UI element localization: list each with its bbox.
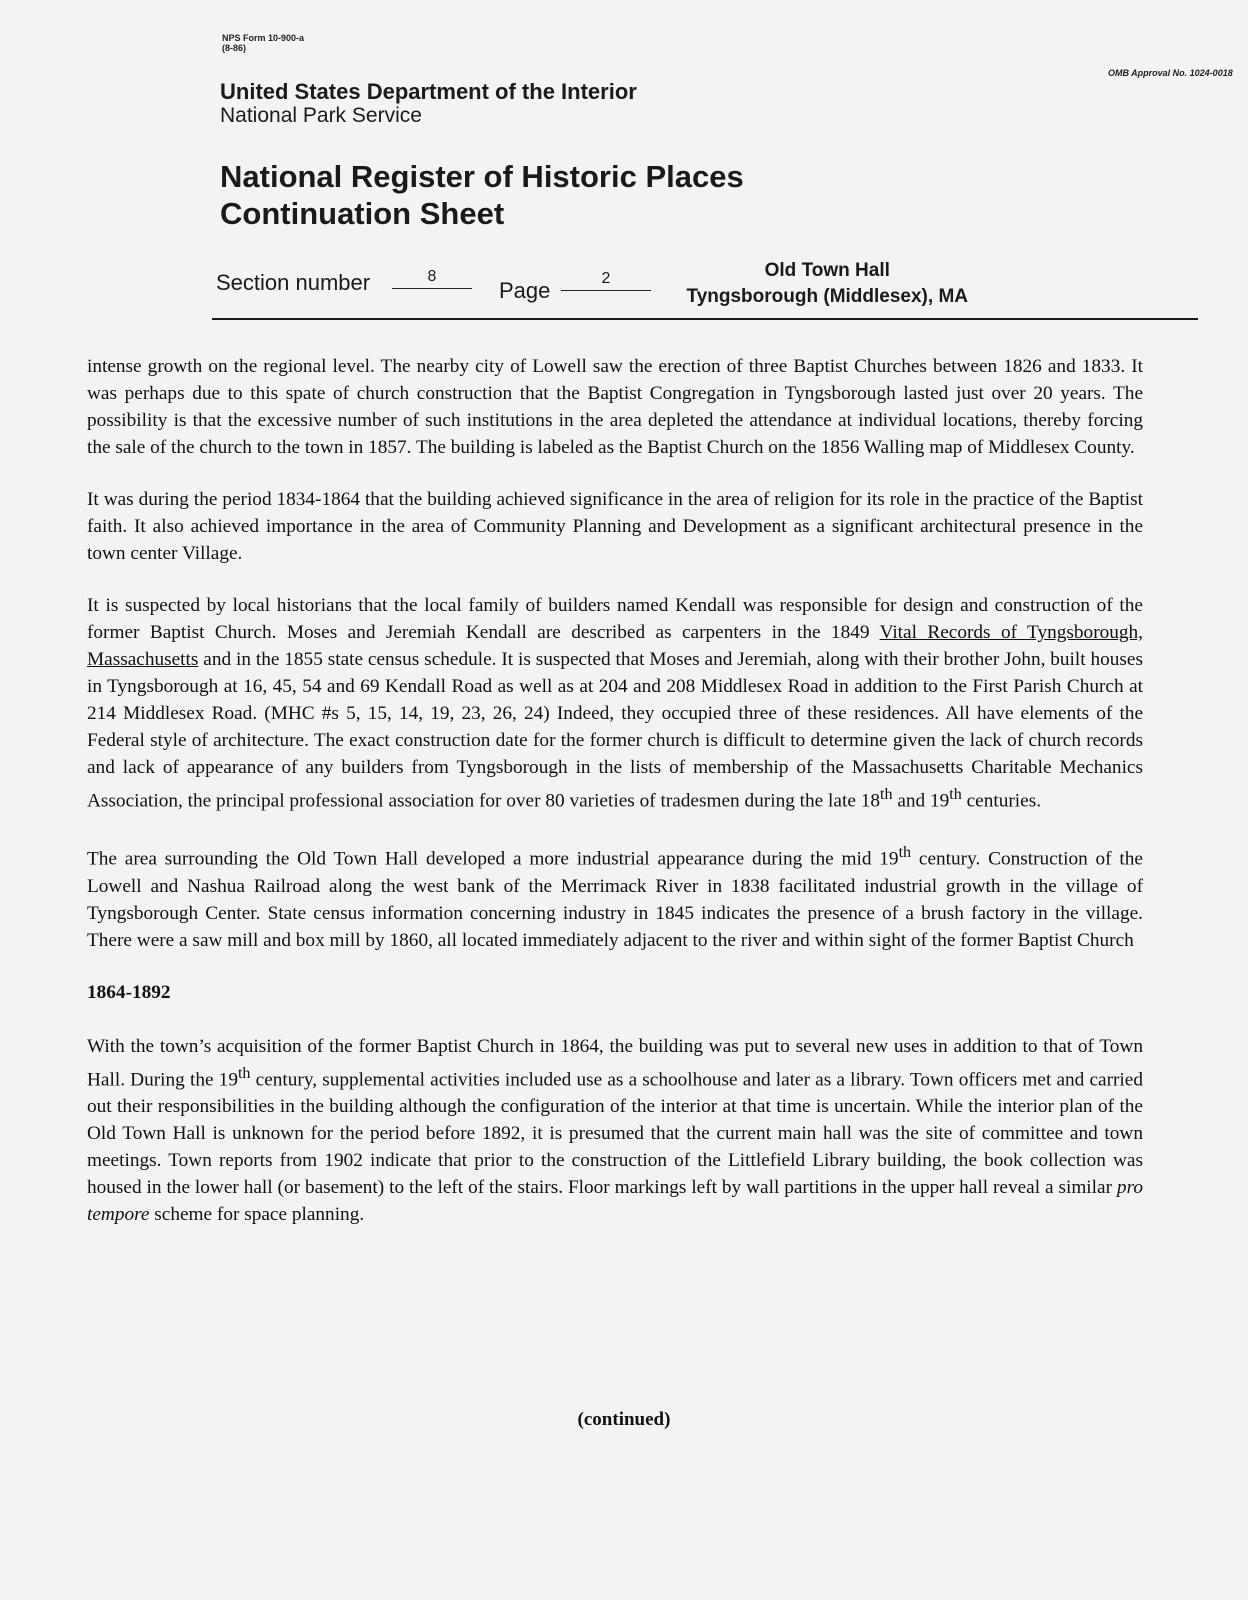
department-block [220,80,637,128]
paragraph-1-text: intense growth on the regional level. The nearby city of Lowell saw the erection of three Baptist Churches between 1826 and 1833. It was perhaps due to this spate of church construction that the Baptist Congregation in Tyngsborough lasted just over 20 years. The possibility is that the excessive number of such institutions in the area depleted the attendance at individual locations, thereby forcing the sale of the church to the town in 1857. The building is labeled as the Baptist Church on the 1856 Walling map of Middlesex County. [87,356,1143,458]
paragraph-3-text-a: It is suspected by local historians that the local family of builders named Kendall was responsible for design and construction of the former Baptist Church. Moses and Jeremiah Kendall are described as carpenters in the 1849 [87,595,1143,643]
paragraph-5-text-c: scheme for space planning. [149,1204,365,1226]
page-label: Page [499,278,551,303]
paragraph-4-text-b: century. Construction of the Lowell and Nashua Railroad along the west bank of the Merrimack River in 1838 facilitated industrial growth in the village of Tyngsborough Center. State census information concerning industry in 1845 indicates the presence of a brush factory in the village. There were a saw mill and box mill by 1860, all located immediately adjacent to the river and within sight of the former Baptist Church [87,848,1143,951]
department-name: United States Department of the Interior [220,79,637,104]
ordinal-suffix: th [879,786,893,803]
form-number [222,33,304,53]
continued-note: (continued) [577,1409,671,1430]
ordinal-suffix: th [949,786,962,803]
paragraph-2-text: It was during the period 1834-1864 that the building achieved significance in the area of religion for its role in the practice of the Baptist faith. It also achieved importance in the area of Community Planning and Development as a significant architectural presence in the town center Village. [87,489,1143,564]
ordinal-suffix: th [237,1064,251,1082]
property-identification [687,258,968,310]
paragraph-1 [87,353,1143,461]
paragraph-2 [87,486,1143,567]
paragraph-3 [87,592,1143,814]
document-title [220,158,744,232]
title-line2: Continuation Sheet [220,196,505,231]
paragraph-5 [87,1033,1143,1228]
paragraph-3-text-b: and in the 1855 state census schedule. It is suspected that Moses and Jeremiah, along with their brother John, built houses in Tyngsborough at 16, 45, 54 and 69 Kendall Road as well as at 204 and 208 Middlesex Road in addition to the First Parish Church at 214 Middlesex Road. (MHC #s 5, 15, 14, 19, 23, 26, 24) Indeed, they occupied three of these residences. All have elements of the Federal style of architecture. The exact construction date for the former church is difficult to determine given the lack of church records and lack of appearance of any builders from Tyngsborough in the lists of membership of the Massachusetts Charitable Mechanics Association, the principal professional association for over 80 varieties of tradesmen during the late 18 [87,649,1143,812]
paragraph-4 [87,839,1143,953]
body-text [87,353,1143,1253]
period-heading: 1864-1892 [87,981,171,1003]
agency-name: National Park Service [220,104,422,127]
section-number-label: Section number [216,270,371,295]
paragraph-5-text-a: With the town’s acquisition of the former Baptist Church in 1864, the building was put to several new uses in addition to that of Town Hall. During the 19 [87,1035,1143,1091]
section-row [216,260,996,312]
paragraph-3-text-c: and 19 [892,790,950,812]
paragraph-4-text-a: The area surrounding the Old Town Hall developed a more industrial appearance during the mid 19 [87,848,899,870]
vital-records-title: Vital Records of Tyngsborough, Massachusetts [87,622,1143,670]
header-divider [212,318,1198,320]
title-line1: National Register of Historic Places [220,159,744,194]
omb-approval: OMB Approval No. 1024-0018 [1108,68,1233,78]
property-location: Tyngsborough (Middlesex), MA [686,286,968,307]
page-number-value: 2 [561,270,651,291]
pro-tempore-italic: pro tempore [87,1177,1143,1226]
section-number-value: 8 [392,268,472,289]
property-name: Old Town Hall [764,260,890,281]
ordinal-suffix: th [898,844,912,862]
paragraph-5-text-b: century, supplemental activities included use as a schoolhouse and later as a library. Town officers met and carried out their responsibilities in the building although the configuration of the interior at that time is uncertain. While the interior plan of the Old Town Hall is unknown for the period before 1892, it is presumed that the current main hall was the site of committee and town meetings. Town reports from 1902 indicate that prior to the construction of the Littlefield Library building, the book collection was housed in the lower hall (or basement) to the left of the stairs. Floor markings left by wall partitions in the upper hall reveal a similar [87,1069,1143,1199]
form-number-line2: (8-86) [222,43,247,53]
paragraph-3-text-d: centuries. [961,790,1042,812]
form-number-line1: NPS Form 10-900-a [222,33,305,43]
